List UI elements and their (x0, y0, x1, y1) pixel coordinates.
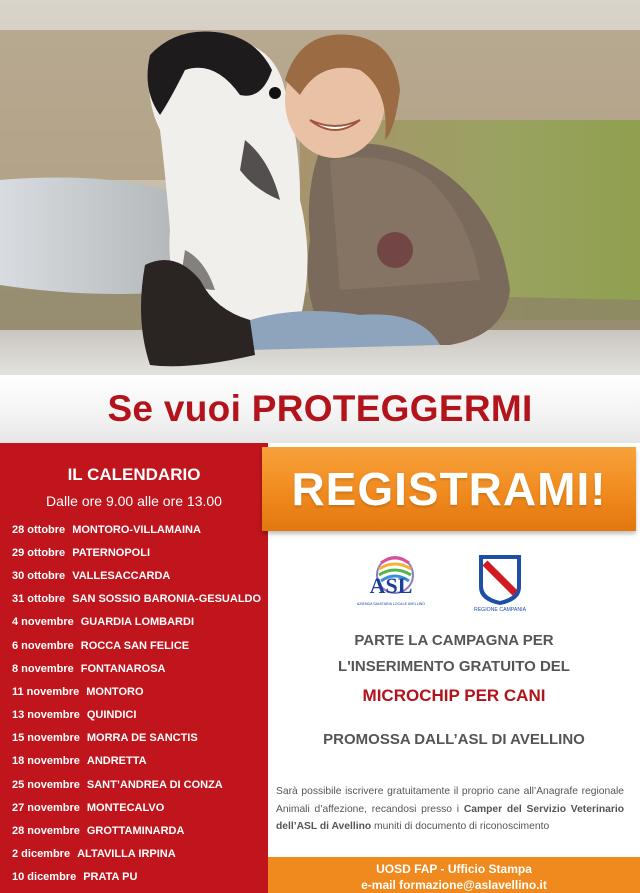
calendar-entry (12, 588, 268, 611)
calendar-place: MONTORO (86, 685, 144, 698)
hero-photo (0, 0, 640, 375)
headline: Se vuoi PROTEGGERMI (107, 388, 533, 429)
calendar-entry (12, 796, 268, 819)
regione-campania-logo (471, 553, 529, 613)
calendar-place: PATERNOPOLI (72, 546, 151, 559)
asl-logo (355, 553, 427, 611)
calendar-place: SANT’ANDREA DI CONZA (86, 778, 223, 791)
calendar-date: 29 ottobre (12, 546, 66, 559)
calendar-entry (12, 704, 268, 727)
calendar-date: 28 novembre (12, 825, 80, 838)
calendar-date: 6 novembre (12, 639, 74, 652)
calendar-entry (12, 750, 268, 773)
description-bold: Camper del Servizio Veterinario dell’ASL di Avellino (276, 803, 625, 832)
calendar-entry (12, 680, 268, 703)
calendar-place: SAN SOSSIO BARONIA-GESUALDO (72, 593, 262, 606)
calendar-entry (12, 819, 268, 842)
description (276, 783, 624, 836)
calendar-date: 11 novembre (12, 685, 80, 698)
calendar-place: VALLESACCARDA (72, 569, 171, 582)
register-text: REGISTRAMI! (291, 463, 607, 515)
calendar-place: ROCCA SAN FELICE (80, 639, 190, 652)
calendar-place: FONTANAROSA (80, 662, 166, 675)
footer (268, 857, 640, 893)
calendar-date: 4 novembre (12, 616, 74, 629)
campania-logo-caption: REGIONE CAMPANIA (473, 607, 527, 613)
calendar-entry (12, 634, 268, 657)
calendar-place: PRATA PU (83, 871, 138, 884)
footer-email[interactable]: e-mail formazione@aslavellino.it (361, 878, 547, 892)
calendar-entry (12, 518, 268, 541)
calendar-date: 28 ottobre (12, 523, 66, 536)
calendar-list (12, 518, 268, 889)
logos (355, 553, 555, 615)
description-part-1: Sarà possibile iscrivere gratuitamente il proprio cane all’Anagrafe regionale Animali d’affezione, recandosi presso i (276, 786, 624, 815)
calendar-date: 30 ottobre (12, 569, 66, 582)
calendar-date: 13 novembre (12, 709, 80, 722)
campaign-line-2: L'INSERIMENTO GRATUITO DEL (338, 658, 570, 675)
asl-logo-caption: AZIENDA SANITARIA LOCALE AVELLINO (356, 602, 426, 606)
campaign-line-1: PARTE LA CAMPAGNA PER (354, 632, 554, 649)
calendar-place: ANDRETTA (86, 755, 147, 768)
footer-office: UOSD FAP - Ufficio Stampa (376, 862, 532, 876)
calendar-entry (12, 773, 268, 796)
calendar-date: 10 dicembre (12, 871, 77, 884)
promoted-by: PROMOSSA DALL’ASL DI AVELLINO (323, 731, 585, 748)
calendar-date: 15 novembre (12, 732, 80, 745)
register-banner (262, 447, 636, 531)
calendar-place: MORRA DE SANCTIS (86, 732, 198, 745)
calendar-place: MONTECALVO (86, 801, 165, 814)
description-part-2: muniti di documento di riconoscimento (371, 821, 550, 832)
calendar-date: 31 ottobre (12, 593, 66, 606)
calendar-entry (12, 843, 268, 866)
calendar-entry (12, 657, 268, 680)
calendar-date: 18 novembre (12, 755, 80, 768)
calendar-date: 27 novembre (12, 801, 80, 814)
calendar-date: 2 dicembre (12, 848, 71, 861)
calendar-place: GROTTAMINARDA (86, 825, 185, 838)
child-and-dog-illustration (0, 0, 640, 375)
calendar-entry (12, 611, 268, 634)
calendar-place: MONTORO-VILLAMAINA (72, 523, 201, 536)
calendar-hours: Dalle ore 9.00 alle ore 13.00 (46, 493, 222, 509)
calendar-place: QUINDICI (86, 709, 137, 722)
calendar-place: ALTAVILLA IRPINA (77, 848, 176, 861)
calendar-date: 8 novembre (12, 662, 74, 675)
calendar-entry (12, 564, 268, 587)
calendar-entry (12, 866, 268, 889)
calendar-date: 25 novembre (12, 778, 80, 791)
calendar-place: GUARDIA LOMBARDI (80, 616, 194, 629)
calendar-entry (12, 727, 268, 750)
calendar-title: IL CALENDARIO (67, 465, 201, 484)
calendar-panel (0, 443, 268, 893)
calendar-entry (12, 541, 268, 564)
headline-band (0, 375, 640, 443)
campaign-highlight: MICROCHIP PER CANI (362, 686, 546, 705)
asl-logo-text: ASL (369, 573, 413, 598)
